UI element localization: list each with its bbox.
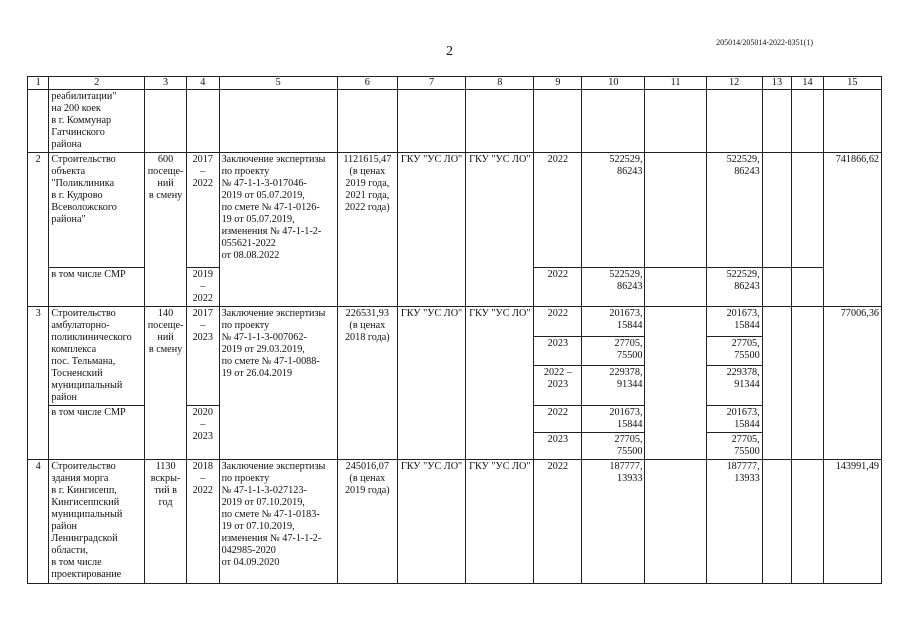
header-cell: 13 [762, 77, 792, 90]
year: 2023 [534, 433, 582, 460]
header-cell: 9 [534, 77, 582, 90]
page-number: 2 [446, 44, 453, 59]
object-name: Строительство объекта "Поликлиника в г. Кудрово Всеволожского района" [49, 153, 145, 268]
header-cell: 10 [582, 77, 645, 90]
header-cell: 8 [466, 77, 534, 90]
year: 2022 [534, 460, 582, 584]
estimated-cost: 226531,93 (в ценах 2018 года) [337, 307, 397, 460]
header-cell: 6 [337, 77, 397, 90]
header-cell: 15 [823, 77, 881, 90]
amount-col10: 201673, 15844 [582, 307, 645, 337]
capacity: 1130 вскры- тий в год [145, 460, 187, 584]
amount-col12: 522529, 86243 [706, 268, 762, 307]
builder: ГКУ "УС ЛО" [466, 307, 534, 460]
total-amount: 143991,49 [823, 460, 881, 584]
row-number: 4 [28, 460, 49, 584]
capacity: 600 посеще- ний в смену [145, 153, 187, 307]
smr-label: в том числе СМР [49, 268, 145, 307]
amount-col10: 27705, 75500 [582, 336, 645, 366]
customer: ГКУ "УС ЛО" [397, 153, 465, 307]
header-cell: 11 [645, 77, 706, 90]
header-cell: 3 [145, 77, 187, 90]
expertise: Заключение экспертизы по проекту № 47-1-1-3-017046- 2019 от 05.07.2019, по смете № 47-1-0126- 19 от 05.07.2019, изменения № 47-1-1-2- 055621-2022 от 08.08.2022 [219, 153, 337, 307]
period: 2017 – 2023 [186, 307, 219, 406]
capacity: 140 посеще- ний в смену [145, 307, 187, 460]
period: 2017 – 2022 [186, 153, 219, 268]
year: 2022 [534, 307, 582, 337]
header-cell: 1 [28, 77, 49, 90]
builder: ГКУ "УС ЛО" [466, 460, 534, 584]
object-name: Строительство амбулаторно- поликлинического комплекса пос. Тельмана, Тосненский муниципальный район [49, 307, 145, 406]
year: 2022 [534, 268, 582, 307]
period: 2018 – 2022 [186, 460, 219, 584]
amount-col10: 27705, 75500 [582, 433, 645, 460]
table-row [28, 307, 882, 337]
amount-col12: 201673, 15844 [706, 406, 762, 433]
amount-col10: 522529, 86243 [582, 153, 645, 268]
amount-col10: 229378, 91344 [582, 366, 645, 406]
header-row [28, 77, 882, 90]
total-amount: 741866,62 [823, 153, 881, 307]
header-cell: 2 [49, 77, 145, 90]
estimated-cost: 1121615,47 (в ценах 2019 года, 2021 года, 2022 года) [337, 153, 397, 307]
amount-col12: 229378, 91344 [706, 366, 762, 406]
row-number: 2 [28, 153, 49, 307]
header-cell: 12 [706, 77, 762, 90]
header-cell: 5 [219, 77, 337, 90]
budget-table [27, 76, 882, 584]
amount-col12: 522529, 86243 [706, 153, 762, 268]
object-name: Строительство здания морга в г. Кингисепп, Кингисеппский муниципальный район Ленинградской области, в том числе проектирование [49, 460, 145, 584]
total-amount: 77006,36 [823, 307, 881, 460]
expertise: Заключение экспертизы по проекту № 47-1-1-3-007062- 2019 от 29.03.2019, по смете № 47-1-0088- 19 от 26.04.2019 [219, 307, 337, 460]
table-row [28, 90, 882, 153]
amount-col10: 522529, 86243 [582, 268, 645, 307]
year: 2022 [534, 406, 582, 433]
amount-col12: 187777, 13933 [706, 460, 762, 584]
year: 2023 [534, 336, 582, 366]
amount-col10: 201673, 15844 [582, 406, 645, 433]
table-row [28, 153, 882, 268]
header-cell: 4 [186, 77, 219, 90]
amount-col10: 187777, 13933 [582, 460, 645, 584]
amount-col12: 27705, 75500 [706, 433, 762, 460]
expertise: Заключение экспертизы по проекту № 47-1-1-3-027123- 2019 от 07.10.2019, по смете № 47-1-0183- 19 от 07.10.2019, изменения № 47-1-1-2- 042985-2020 от 04.09.2020 [219, 460, 337, 584]
period: 2019 – 2022 [186, 268, 219, 307]
customer: ГКУ "УС ЛО" [397, 460, 465, 584]
builder: ГКУ "УС ЛО" [466, 153, 534, 307]
smr-label: в том числе СМР [49, 406, 145, 460]
year: 2022 – 2023 [534, 366, 582, 406]
header-cell: 7 [397, 77, 465, 90]
object-name: реабилитации" на 200 коек в г. Коммунар Гатчинского района [49, 90, 145, 153]
year: 2022 [534, 153, 582, 268]
estimated-cost: 245016,07 (в ценах 2019 года) [337, 460, 397, 584]
document-id: 205014/205014-2022-8351(1) [716, 38, 813, 47]
amount-col12: 201673, 15844 [706, 307, 762, 337]
customer: ГКУ "УС ЛО" [397, 307, 465, 460]
amount-col12: 27705, 75500 [706, 336, 762, 366]
header-cell: 14 [792, 77, 824, 90]
table-row [28, 460, 882, 584]
row-number: 3 [28, 307, 49, 460]
period: 2020 – 2023 [186, 406, 219, 460]
